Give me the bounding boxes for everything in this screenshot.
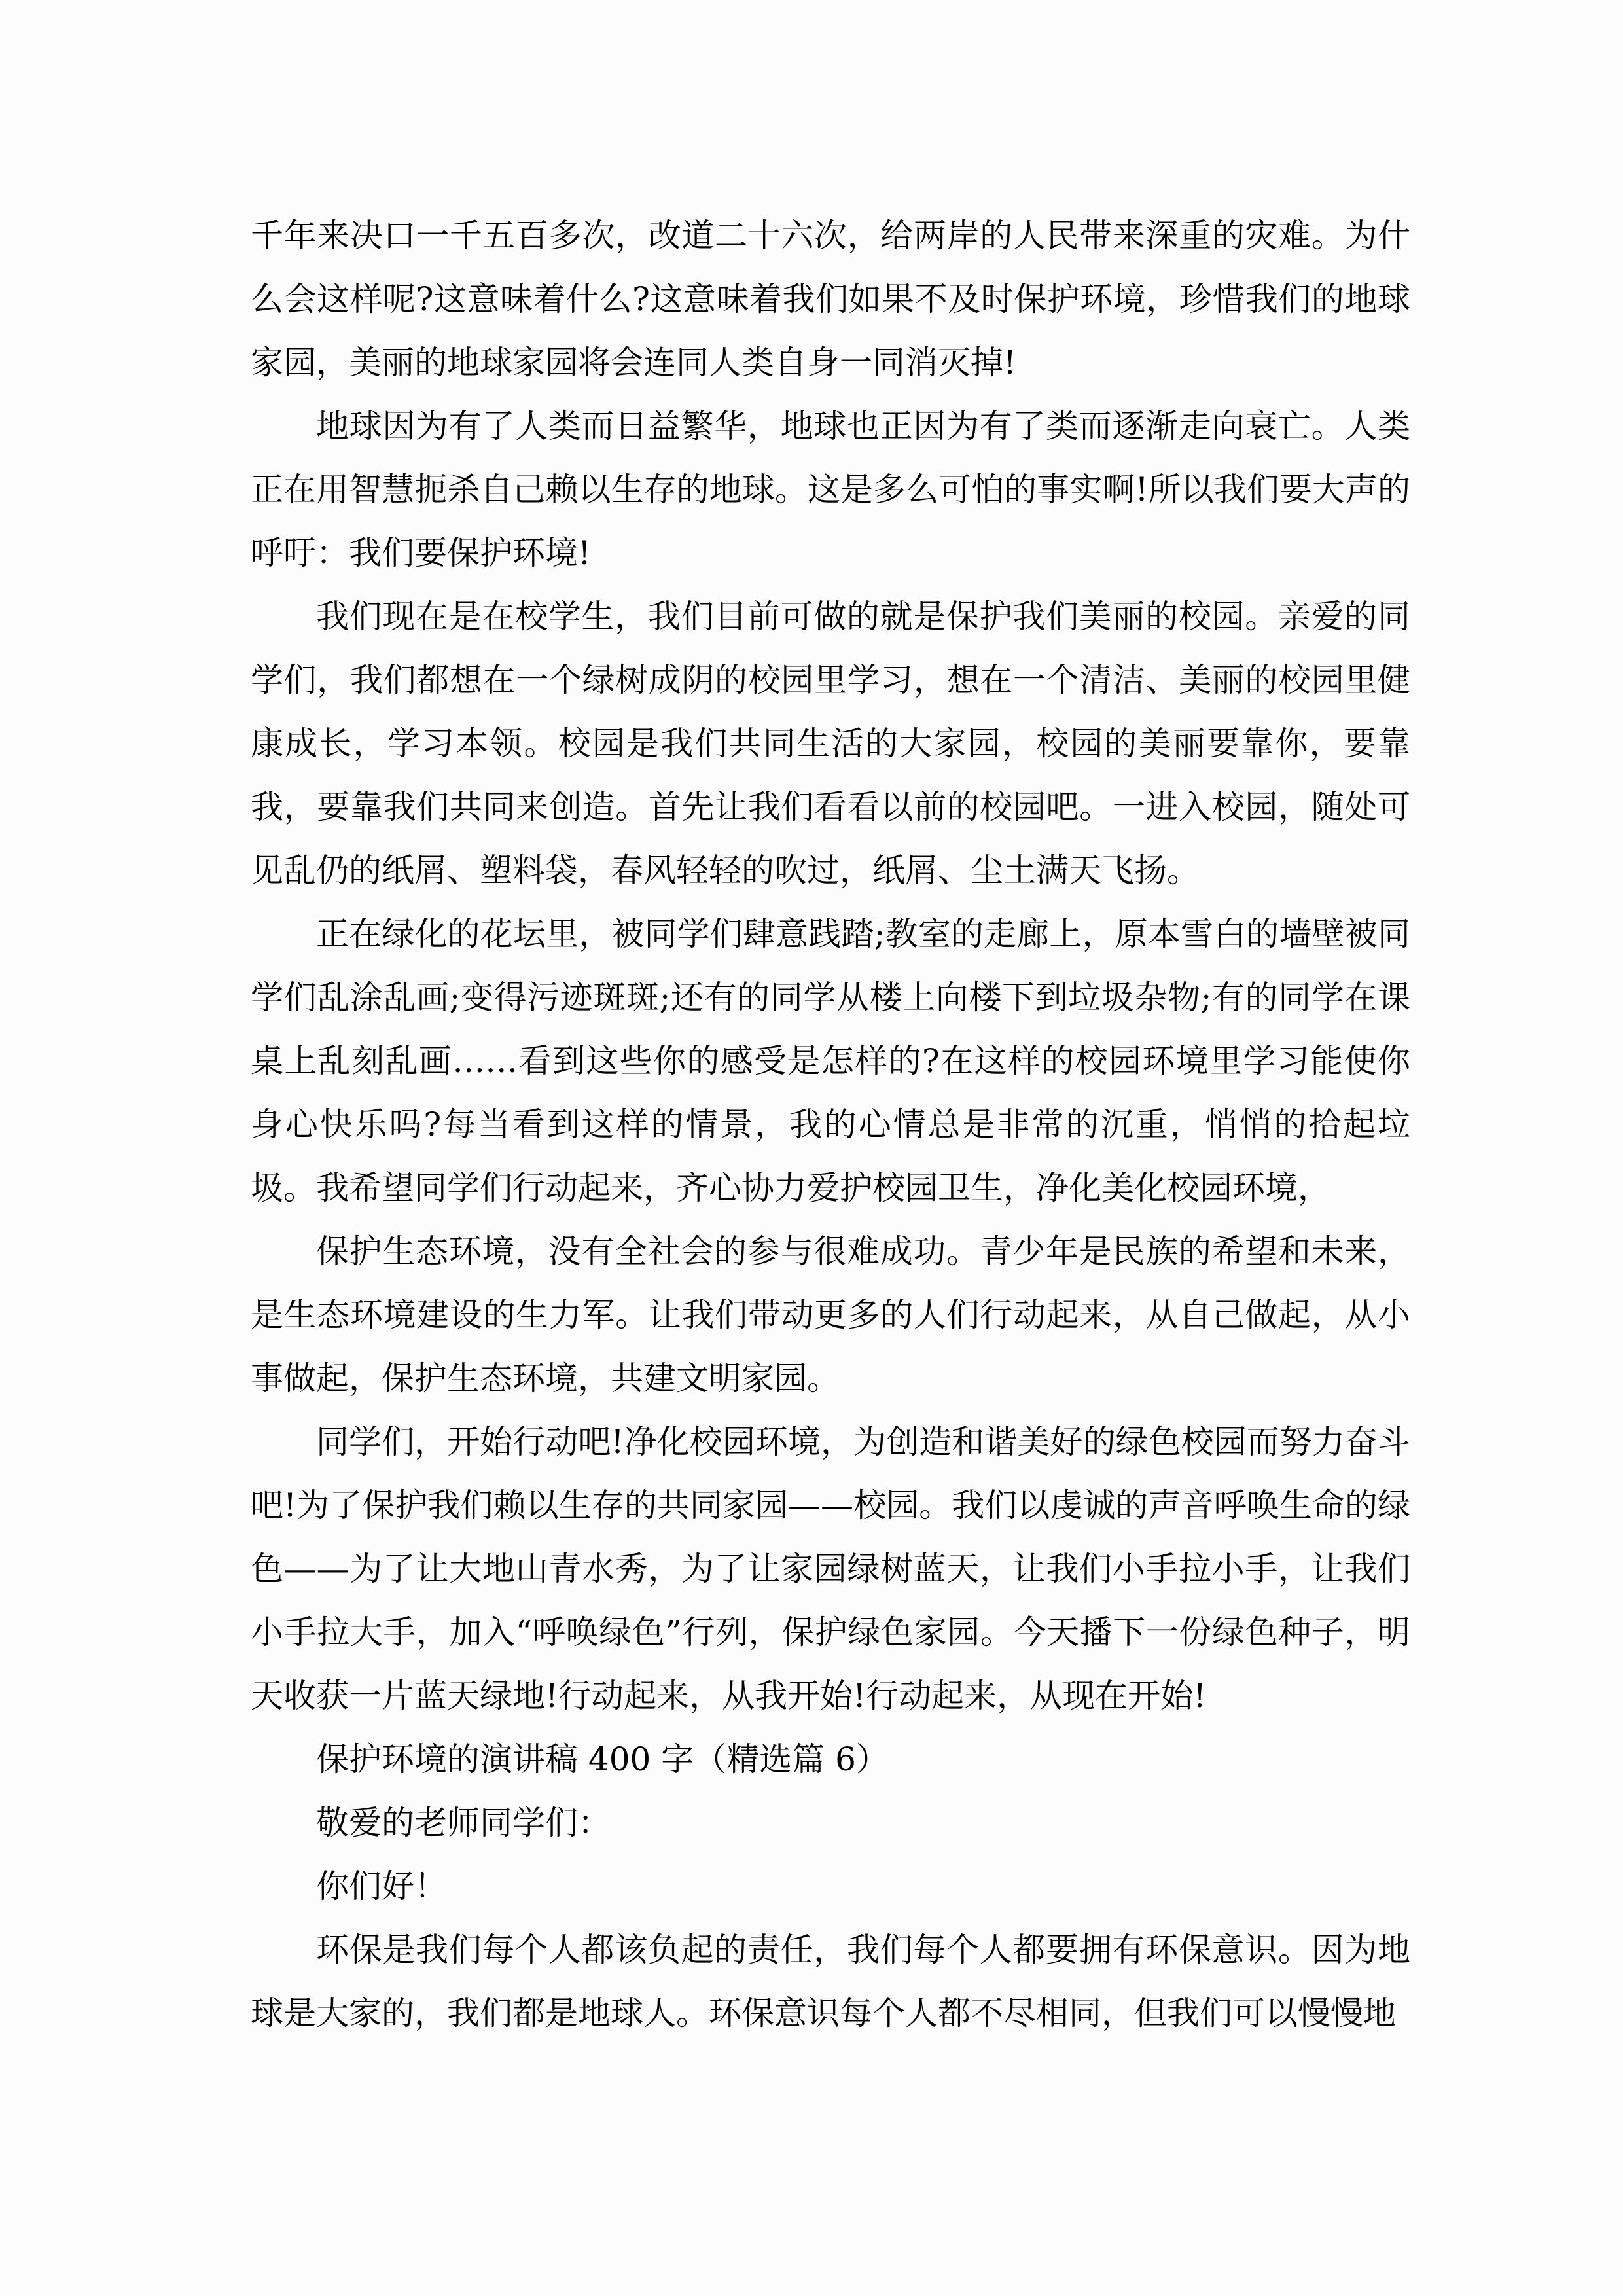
section-heading: 保护环境的演讲稿 400 字（精选篇 6） (316, 1740, 889, 1778)
paragraph: 环保是我们每个人都该负起的责任，我们每个人都要拥有环保意识。因为地球是大家的，我们都是地球人。环保意识每个人都不尽相同，但我们可以慢慢地 (251, 1931, 1410, 2032)
salutation: 敬爱的老师同学们： (316, 1804, 611, 1842)
paragraph: 地球因为有了人类而日益繁华，地球也正因为有了类而逐渐走向衰亡。人类正在用智慧扼杀自己赖以生存的地球。这是多么可怕的事实啊!所以我们要大声的呼吁：我们要保护环境! (251, 407, 1410, 572)
paragraph-continuation: 千年来决口一千五百多次，改道二十六次，给两岸的人民带来深重的灾难。为什么会这样呢?这意味着什么?这意味着我们如果不及时保护环境，珍惜我们的地球家园，美丽的地球家园将会连同人类自身一同消灭掉! (251, 217, 1410, 382)
paragraph: 同学们，开始行动吧!净化校园环境，为创造和谐美好的绿色校园而努力奋斗吧!为了保护我们赖以生存的共同家园——校园。我们以虔诚的声音呼唤生命的绿色——为了让大地山青水秀，为了让家园绿树蓝天，让我们小手拉小手，让我们小手拉大手，加入“呼唤绿色”行列，保护绿色家园。今天播下一份绿色种子，明天收获一片蓝天绿地!行动起来，从我开始!行动起来，从现在开始! (251, 1423, 1410, 1715)
paragraph: 正在绿化的花坛里，被同学们肆意践踏;教室的走廊上，原本雪白的墙壁被同学们乱涂乱画;变得污迹斑斑;还有的同学从楼上向楼下到垃圾杂物;有的同学在课桌上乱刻乱画……看到这些你的感受是怎样的?在这样的校园环境里学习能使你身心快乐吗?每当看到这样的情景，我的心情总是非常的沉重，悄悄的拾起垃圾。我希望同学们行动起来，齐心协力爱护校园卫生，净化美化校园环境， (251, 915, 1410, 1207)
paragraph: 我们现在是在校学生，我们目前可做的就是保护我们美丽的校园。亲爱的同学们，我们都想在一个绿树成阴的校园里学习，想在一个清洁、美丽的校园里健康成长，学习本领。校园是我们共同生活的大家园，校园的美丽要靠你，要靠我，要靠我们共同来创造。首先让我们看看以前的校园吧。一进入校园，随处可见乱仍的纸屑、塑料袋，春风轻轻的吹过，纸屑、尘土满天飞扬。 (251, 598, 1410, 889)
paragraph: 保护生态环境，没有全社会的参与很难成功。青少年是民族的希望和未来，是生态环境建设的生力军。让我们带动更多的人们行动起来，从自己做起，从小事做起，保护生态环境，共建文明家园。 (251, 1232, 1410, 1397)
greeting: 你们好！ (316, 1867, 447, 1905)
